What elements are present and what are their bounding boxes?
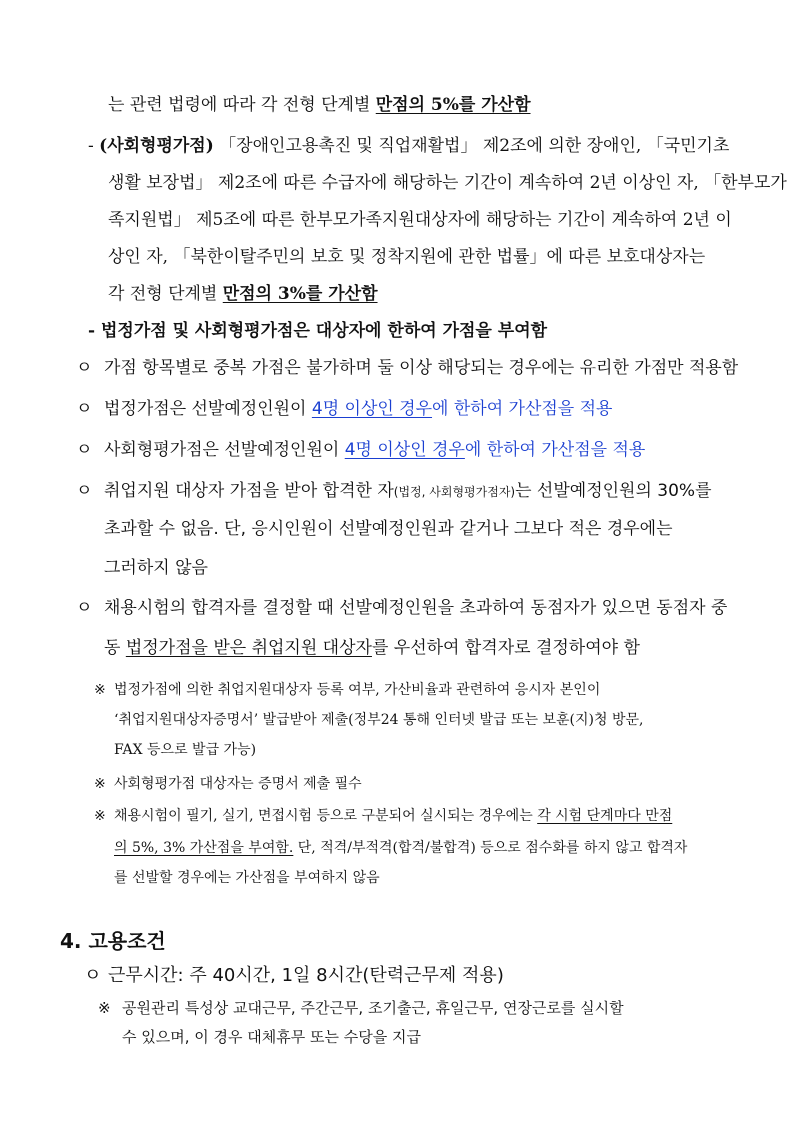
bullet-item: ㅇ 취업지원 대상자 가점을 받아 합격한 자(법정, 사회형평가점자)는 선발예정인원의 30%를 (76, 481, 712, 501)
bullet-item: ㅇ 사회형평가점은 선발예정인원이 4명 이상인 경우에 한하여 가산점을 적용 (76, 440, 646, 460)
text-line: 상인 자, 「북한이탈주민의 보호 및 정착지원에 관한 법률」에 따른 보호대상자는 (108, 247, 706, 267)
bullet-item: ㅇ 가점 항목별로 중복 가점은 불가하며 둘 이상 해당되는 경우에는 유리한 가점만 적용함 (76, 358, 739, 378)
text-line: 동 법정가점을 받은 취업지원 대상자를 우선하여 합격자로 결정하여야 함 (104, 638, 640, 658)
circle-bullet-icon: ㅇ (84, 965, 102, 986)
text-line: 를 선발할 경우에는 가산점을 부여하지 않음 (114, 870, 380, 886)
text-line: 그러하지 않음 (104, 558, 208, 578)
bullet-item: ㅇ 채용시험의 합격자를 결정할 때 선발예정인원을 초과하여 동점자가 있으면 동점자 중 (76, 598, 728, 618)
text-line: 족지원법」 제5조에 따른 한부모가족지원대상자에 해당하는 기간이 계속하여 2년 이 (108, 210, 732, 230)
text-line: 각 전형 단계별 만점의 3%를 가산함 (108, 284, 378, 304)
text-line: ‘취업지원대상자증명서’ 발급받아 제출(정부24 통해 인터넷 발급 또는 보훈(지)청 방문, (114, 712, 644, 728)
reference-mark-icon: ※ (94, 808, 106, 824)
emphasis-text: 만점의 5%를 가산함 (375, 95, 531, 115)
section-heading: 4. 고용조건 (60, 929, 166, 953)
text-line: 의 5%, 3% 가산점을 부여함. 단, 적격/부적격(합격/불합격) 등으로 점수화를 하지 않고 합격자 (114, 840, 688, 856)
text-line: 는 관련 법령에 따라 각 전형 단계별 만점의 5%를 가산함 (108, 95, 531, 115)
reference-mark-icon: ※ (98, 999, 111, 1017)
note-item: ※ 사회형평가점 대상자는 증명서 제출 필수 (94, 776, 362, 792)
text-line: - 법정가점 및 사회형평가점은 대상자에 한하여 가점을 부여함 (88, 321, 548, 341)
text-line: 수 있으며, 이 경우 대체휴무 또는 수당을 지급 (122, 1028, 421, 1046)
circle-bullet-icon: ㅇ (76, 440, 93, 460)
highlight-text: 4명 이상인 경우 (311, 399, 433, 419)
text-line: 생활 보장법」 제2조에 따른 수급자에 해당하는 기간이 계속하여 2년 이상인 자, 「한부모가 (108, 173, 787, 193)
bullet-item: ㅇ 법정가점은 선발예정인원이 4명 이상인 경우에 한하여 가산점을 적용 (76, 399, 613, 419)
circle-bullet-icon: ㅇ (76, 481, 93, 501)
reference-mark-icon: ※ (94, 682, 106, 698)
text-line: 초과할 수 없음. 단, 응시인원이 선발예정인원과 같거나 그보다 적은 경우에는 (104, 519, 673, 539)
note-item: ※ 공원관리 특성상 교대근무, 주간근무, 조기출근, 휴일근무, 연장근로를 실시할 (98, 999, 624, 1017)
underlined-text: 의 5%, 3% 가산점을 부여함. (114, 840, 294, 856)
note-item: ※ 채용시험이 필기, 실기, 면접시험 등으로 구분되어 실시되는 경우에는 각 시험 단계마다 만점 (94, 808, 673, 824)
reference-mark-icon: ※ (94, 776, 106, 792)
underlined-text: 법정가점을 받은 취업지원 대상자 (125, 638, 372, 658)
emphasis-text: 만점의 3%를 가산함 (222, 284, 378, 304)
text-line: FAX 등으로 발급 가능) (114, 742, 257, 758)
circle-bullet-icon: ㅇ (76, 358, 93, 378)
bullet-item: ㅇ 근무시간: 주 40시간, 1일 8시간(탄력근무제 적용) (84, 965, 504, 986)
circle-bullet-icon: ㅇ (76, 399, 93, 419)
circle-bullet-icon: ㅇ (76, 598, 93, 618)
highlight-text: 4명 이상인 경우 (344, 440, 465, 460)
underlined-text: 각 시험 단계마다 만점 (537, 808, 673, 824)
note-item: ※ 법정가점에 의한 취업지원대상자 등록 여부, 가산비율과 관련하여 응시자 본인이 (94, 682, 601, 698)
label-social-equity: (사회형평가점) (99, 136, 214, 156)
text-line: - (사회형평가점) 「장애인고용촉진 및 직업재활법」 제2조에 의한 장애인, 「국민기초 (88, 136, 730, 156)
